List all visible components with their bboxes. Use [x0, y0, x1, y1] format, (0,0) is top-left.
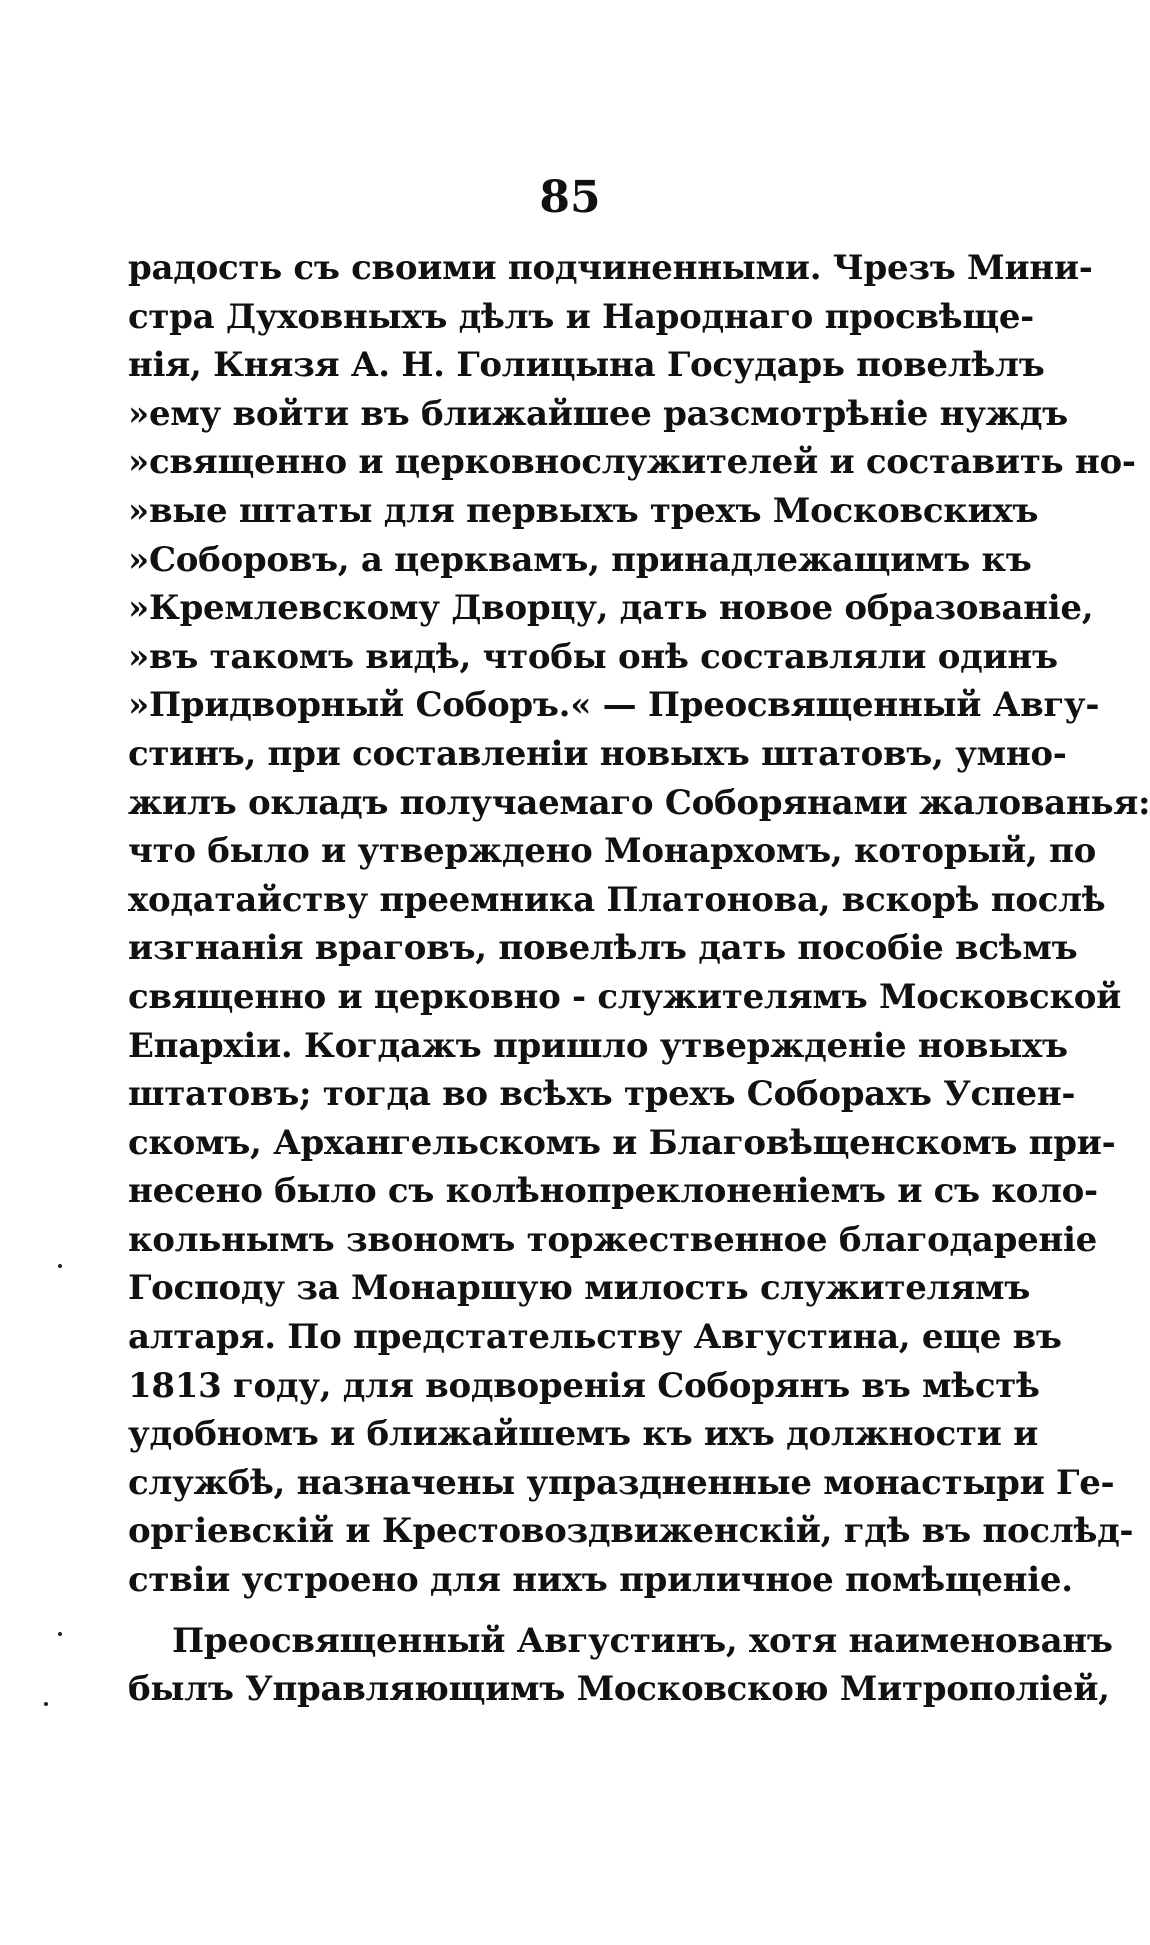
text-line: ствіи устроено для нихъ приличное помѣщеніе.	[128, 1560, 1073, 1601]
text-line: службѣ, назначены упраздненные монастыри Ге-	[128, 1462, 1115, 1503]
paragraph	[128, 1617, 1113, 1714]
text-line: что было и утверждено Монархомъ, который, по	[128, 831, 1096, 872]
text-line: »въ такомъ видѣ, чтобы онѣ составляли одинъ	[128, 636, 1058, 677]
text-line: 1813 году, для водворенія Соборянъ въ мѣстѣ	[128, 1365, 1040, 1406]
text-line: »Соборовъ, а церквамъ, принадлежащимъ къ	[128, 539, 1032, 580]
text-line: »священно и церковнослужителей и составить но-	[128, 442, 1136, 483]
text-line: изгнанія враговъ, повелѣлъ дать пособіе всѣмъ	[128, 928, 1078, 969]
text-line: Преосвященный Августинъ, хотя наименованъ	[172, 1620, 1113, 1661]
text-line: несено было съ колѣнопреклоненіемъ и съ коло-	[128, 1171, 1098, 1212]
text-line: штатовъ; тогда во всѣхъ трехъ Соборахъ Успен-	[128, 1074, 1076, 1115]
paragraph	[128, 244, 1150, 1605]
text-line: стра Духовныхъ дѣлъ и Народнаго просвѣще-	[128, 296, 1034, 337]
text-line: удобномъ и ближайшемъ къ ихъ должности и	[128, 1414, 1039, 1455]
text-line: »ему войти въ ближайшее разсмотрѣніе нуждъ	[128, 393, 1068, 434]
text-line: радость съ своими подчиненными. Чрезъ Мини-	[128, 248, 1093, 288]
text-line: »вые штаты для первыхъ трехъ Московскихъ	[128, 490, 1039, 531]
text-line: священно и церковно - служителямъ Московской	[128, 976, 1121, 1017]
body-text	[128, 244, 1150, 1714]
text-line: ходатайству преемника Платонова, вскорѣ послѣ	[128, 879, 1106, 920]
text-line: скомъ, Архангельскомъ и Благовѣщенскомъ при-	[128, 1122, 1116, 1163]
page-number: 85	[539, 172, 601, 223]
text-line: стинъ, при составленіи новыхъ штатовъ, умно-	[128, 733, 1067, 774]
text-line: алтаря. По предстательству Августина, еще въ	[128, 1317, 1062, 1358]
text-line: Господу за Монаршую милость служителямъ	[128, 1268, 1031, 1309]
text-line: Епархіи. Когдажъ пришло утвержденіе новыхъ	[128, 1025, 1068, 1066]
margin-speck	[44, 1702, 48, 1706]
text-line: жилъ окладъ получаемаго Соборянами жалованья:	[128, 782, 1150, 823]
text-line: »Придворный Соборъ.« — Преосвященный Авгу-	[128, 685, 1100, 726]
text-line: былъ Управляющимъ Московскою Митрополіей,	[128, 1669, 1110, 1710]
margin-speck	[58, 1632, 62, 1636]
text-line: кольнымъ звономъ торжественное благодареніе	[128, 1219, 1097, 1260]
text-line: нія, Князя А. Н. Голицына Государь повелѣлъ	[128, 345, 1045, 386]
margin-speck	[58, 1264, 62, 1268]
text-line: оргіевскій и Крестовоздвиженскій, гдѣ въ послѣд-	[128, 1511, 1134, 1552]
paragraph-gap	[128, 1605, 970, 1617]
text-line: »Кремлевскому Дворцу, дать новое образованіе,	[128, 588, 1094, 629]
